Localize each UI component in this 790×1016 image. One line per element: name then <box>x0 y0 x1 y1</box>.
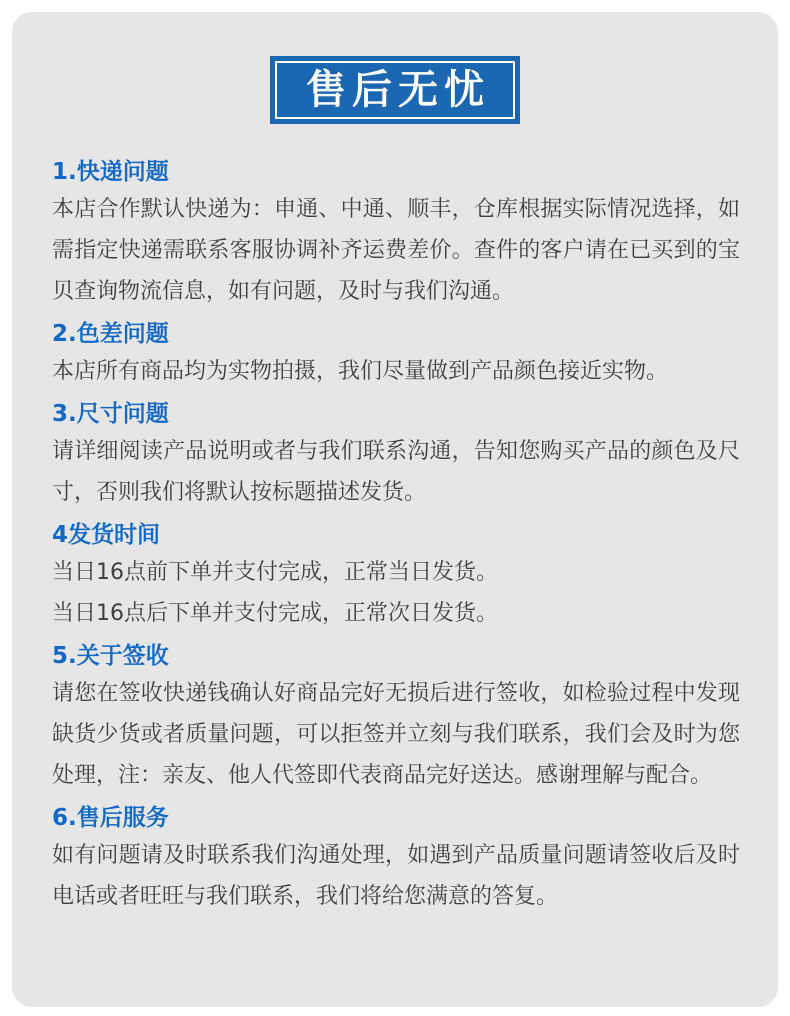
section-heading: 6.售后服务 <box>52 805 169 831</box>
section-paragraph: 如有问题请及时联系我们沟通处理，如遇到产品质量问题请签收后及时电话或者旺旺与我们联系，我们将给您满意的答复。 <box>52 843 740 909</box>
after-sales-card <box>12 12 778 1007</box>
section-heading: 4发货时间 <box>52 522 161 548</box>
page-title: 售后无忧 <box>306 66 490 113</box>
section-shipping-time <box>52 521 740 634</box>
section-after-sales-service <box>52 804 740 917</box>
section-heading: 2.色差问题 <box>52 321 169 347</box>
section-heading: 1.快递问题 <box>52 159 169 185</box>
section-heading: 5.关于签收 <box>52 643 169 669</box>
after-sales-content <box>12 124 778 917</box>
section-color-difference <box>52 320 740 392</box>
section-sign-for-receipt <box>52 642 740 796</box>
section-paragraph: 请详细阅读产品说明或者与我们联系沟通，告知您购买产品的颜色及尺寸，否则我们将默认按标题描述发货。 <box>52 439 740 505</box>
section-size-issue <box>52 400 740 513</box>
title-banner-frame <box>275 61 515 119</box>
section-paragraph: 本店合作默认快递为：申通、中通、顺丰，仓库根据实际情况选择，如需指定快递需联系客服协调补齐运费差价。查件的客户请在已买到的宝贝查询物流信息，如有问题，及时与我们沟通。 <box>52 197 740 304</box>
section-paragraph: 当日16点前下单并支付完成，正常当日发货。 <box>52 560 498 585</box>
section-paragraph: 当日16点后下单并支付完成，正常次日发货。 <box>52 601 498 626</box>
section-heading: 3.尺寸问题 <box>52 401 169 427</box>
title-banner <box>270 56 520 124</box>
section-paragraph: 请您在签收快递钱确认好商品完好无损后进行签收，如检验过程中发现缺货少货或者质量问题，可以拒签并立刻与我们联系，我们会及时为您处理，注：亲友、他人代签即代表商品完好送达。感谢理解与配合。 <box>52 681 740 788</box>
section-paragraph: 本店所有商品均为实物拍摄，我们尽量做到产品颜色接近实物。 <box>52 359 669 384</box>
section-express-issue <box>52 158 740 312</box>
